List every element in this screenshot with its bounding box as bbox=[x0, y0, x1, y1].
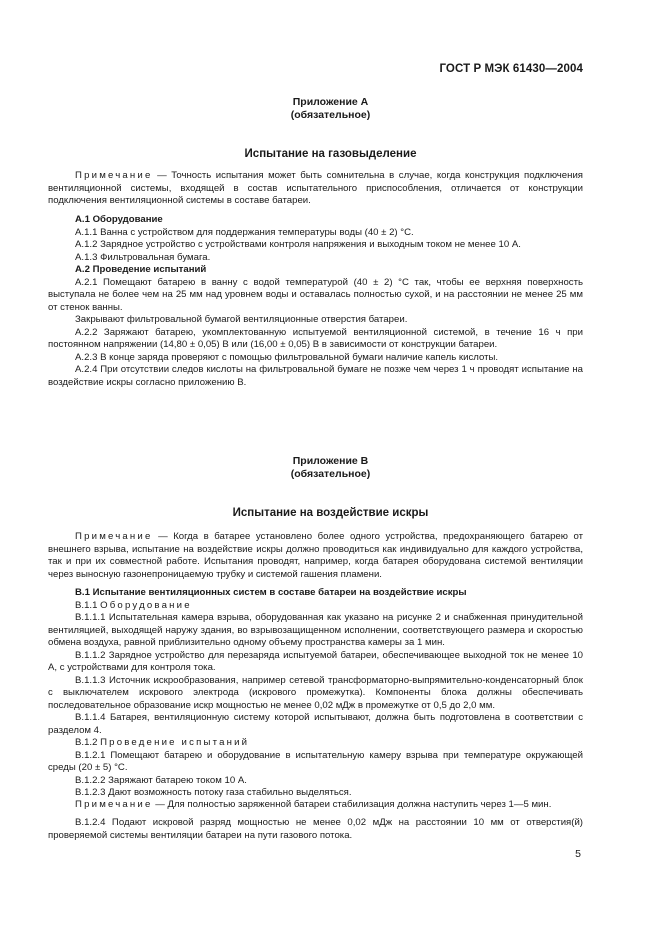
clause-b123: В.1.2.3 Дают возможность потоку газа стабильно выделяться. bbox=[75, 787, 352, 798]
clause-number: В.1.2 bbox=[75, 737, 101, 748]
clause-b124: В.1.2.4 Подают искровой разряд мощностью не менее 0,02 мДж на расстоянии 10 мм от отверстия(й) проверяемой системы вентиляции батареи на пути газового потока. bbox=[48, 817, 583, 841]
clause-b121: В.1.2.1 Помещают батарею и оборудование в испытательную камеру взрыва при температуре окружающей среды (20 ± 5) °С. bbox=[48, 749, 583, 773]
annex-a-note bbox=[48, 170, 583, 208]
note-label: Примечание bbox=[75, 799, 153, 810]
annex-a-title bbox=[0, 96, 661, 122]
annex-a-label: Приложение А bbox=[292, 96, 369, 108]
annex-b-heading: Испытание на воздействие искры bbox=[232, 507, 429, 519]
annex-b-note2-block bbox=[48, 799, 583, 812]
annex-a-status: (обязательное) bbox=[290, 109, 371, 121]
annex-b-note bbox=[48, 531, 583, 581]
note-label: Примечание bbox=[75, 531, 153, 542]
note-text: — Когда в батарее установлено более одного устройства, предохраняющего батарею от внешнего взрыва, испытание на воздействие искры должно проводиться как индивидуально для каждого устройства, так и при их совместной работе. Испытания проводят, например, когда батарея оборудована системой вентиляции через выносную газонепроницаемую трубку и системой гашения пламени. bbox=[48, 531, 583, 580]
clause-a21: А.2.1 Помещают батарею в ванну с водой температурой (40 ± 2) °С так, чтобы ее верхняя поверхность выступала не более чем на 25 мм над уровнем воды и оставалась полностью сухой, и на расстоянии не менее 25 мм от стенок ванны. bbox=[48, 276, 583, 313]
annex-b-label: Приложение В bbox=[292, 455, 369, 467]
clause-a23: А.2.3 В конце заряда проверяют с помощью фильтровальной бумаги наличие капель кислоты. bbox=[75, 351, 499, 363]
clause-number: В.1.1 bbox=[75, 599, 101, 611]
clause-a22: А.2.2 Заряжают батарею, укомплектованную испытуемой вентиляционной системой, в течение 16 ч при постоянном напряжении (14,80 ± 0,05) В или (16,00 ± 0,05) В в зависимости от конструкции батареи. bbox=[48, 326, 583, 350]
note-label: Примечание bbox=[75, 170, 153, 181]
clause-a21b: Закрывают фильтровальной бумагой вентиляционные отверстия батареи. bbox=[75, 314, 408, 325]
clause-b114: В.1.1.4 Батарея, вентиляционную систему которой испытывают, должна быть подготовлена в соответствии с разделом 4. bbox=[48, 712, 583, 736]
clause-b122: В.1.2.2 Заряжают батарею током 10 А. bbox=[75, 774, 247, 786]
clause-b1-heading: В.1 Испытание вентиляционных систем в составе батареи на воздействие искры bbox=[75, 587, 467, 598]
annex-b-note2 bbox=[48, 799, 583, 812]
clause-b12 bbox=[48, 737, 583, 750]
clause-title: Оборудование bbox=[100, 599, 192, 611]
annex-a-heading: Испытание на газовыделение bbox=[244, 148, 417, 160]
note-text: — Для полностью заряженной батареи стабилизация должна наступить через 1—5 мин. bbox=[152, 799, 552, 810]
clause-a13: А.1.3 Фильтровальная бумага. bbox=[75, 251, 211, 263]
annex-b-status: (обязательное) bbox=[290, 468, 371, 480]
clause-a12: А.1.2 Зарядное устройство с устройствами контроля напряжения и выходным током не менее 10 А. bbox=[75, 239, 521, 250]
annex-a-body bbox=[48, 170, 583, 208]
annex-b-note-block bbox=[48, 531, 583, 581]
note-text: — Точность испытания может быть сомнительна в случае, когда конструкция подключения вентиляционной системы, входящей в состав испытательного приспособления, отличается от конструкции подключения вентиляционной системы в составе батареи. bbox=[48, 170, 583, 206]
clause-b111: В.1.1.1 Испытательная камера взрыва, оборудованная как указано на рисунке 2 и снабженная принудительной вентиляцией, выходящей наружу здания, во взрывозащищенном исполнении, соответствующего размера и скоростью обмена воздуха, равной приблизительно одному объему пространства камеры за 1 мин. bbox=[48, 612, 583, 648]
page-number: 5 bbox=[575, 848, 581, 860]
annex-b-final bbox=[48, 817, 583, 842]
clause-b112: В.1.1.2 Зарядное устройство для перезаряда испытуемой батареи, обеспечивающее выходной ток не менее 10 А, с устройствами для контроля тока. bbox=[48, 649, 583, 673]
document-code: ГОСТ Р МЭК 61430—2004 bbox=[439, 63, 583, 75]
clause-a2-heading: А.2 Проведение испытаний bbox=[75, 264, 207, 275]
clause-a1-heading: А.1 Оборудование bbox=[75, 214, 163, 225]
annex-b-clauses bbox=[48, 587, 583, 800]
clause-b11 bbox=[48, 600, 583, 613]
annex-b-title bbox=[0, 455, 661, 481]
clause-a11: А.1.1 Ванна с устройством для поддержания температуры воды (40 ± 2) °С. bbox=[75, 226, 414, 238]
clause-b113: В.1.1.3 Источник искрообразования, например сетевой трансформаторно-выпрямительно-конденсаторный блок с выключателем искрового электрода (искрового промежутка). Компоненты блока должны обеспечивать последовательное образование искр мощностью не менее 0,02 мДж в промежутке от 0,5 до 2,0 мм. bbox=[48, 674, 583, 711]
clause-title: Проведение испытаний bbox=[100, 737, 250, 748]
annex-a-clauses bbox=[48, 214, 583, 389]
clause-a24: А.2.4 При отсутствии следов кислоты на фильтровальной бумаге не позже чем через 1 ч проводят испытание на воздействие искры согласно приложению В. bbox=[48, 364, 583, 388]
